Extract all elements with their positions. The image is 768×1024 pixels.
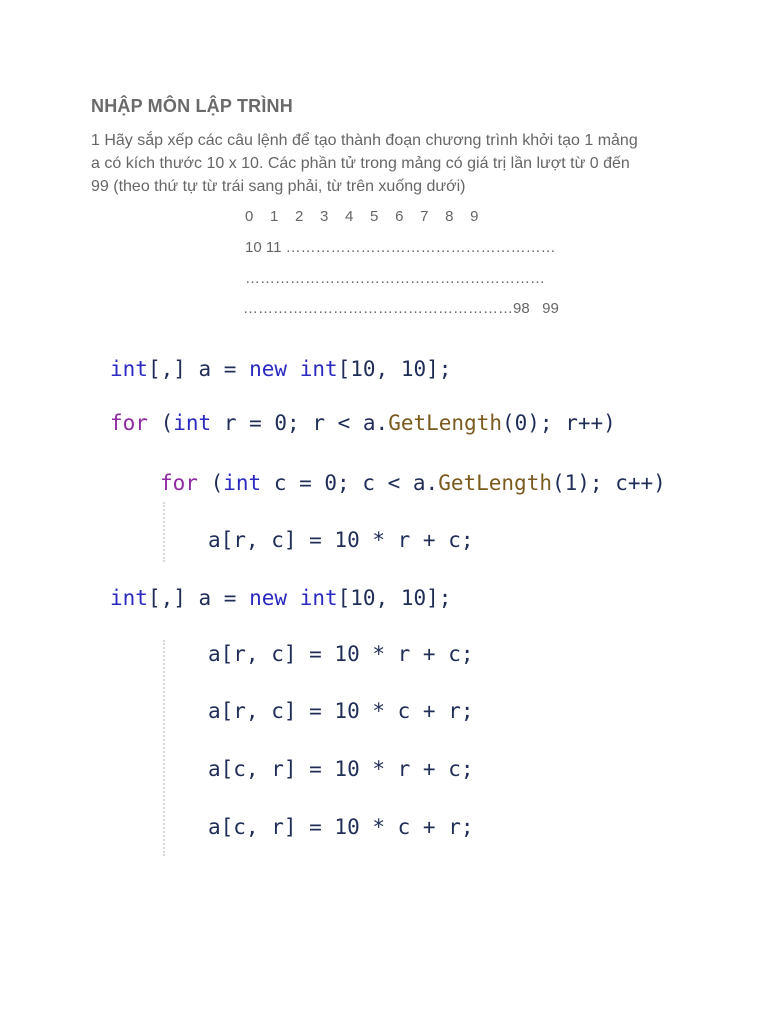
code-line-stmt[interactable]: a[r, c] = 10 * r + c; [208,528,474,552]
code-line-stmt[interactable]: a[r, c] = 10 * r + c; [208,642,474,666]
code-line-decl[interactable]: int[,] a = new int[10, 10]; [110,586,452,610]
code-line-for[interactable]: for (int r = 0; r < a.GetLength(0); r++) [110,411,616,435]
array-example-row: …………………………………………………… [245,270,545,287]
code-line-stmt[interactable]: a[r, c] = 10 * c + r; [208,699,474,723]
array-example-row: ………………………………………………98 99 [243,300,559,317]
question-line: 1 Hãy sắp xếp các câu lệnh để tạo thành đoạn chương trình khởi tạo 1 mảng [91,132,638,149]
code-line-decl[interactable]: int[,] a = new int[10, 10]; [110,357,452,381]
question-text [91,129,691,198]
array-example-row: 10 11 ……………………………………………… [245,239,556,256]
question-line: 99 (theo thứ tự từ trái sang phải, từ trên xuống dưới) [91,178,466,195]
code-line-stmt[interactable]: a[c, r] = 10 * c + r; [208,815,474,839]
code-line-stmt[interactable]: a[c, r] = 10 * r + c; [208,757,474,781]
indent-guide [163,502,165,562]
indent-guide [163,640,165,856]
question-line: a có kích thước 10 x 10. Các phần tử trong mảng có giá trị lần lượt từ 0 đến [91,155,630,172]
code-line-for[interactable]: for (int c = 0; c < a.GetLength(1); c++) [160,471,666,495]
page-title: NHẬP MÔN LẬP TRÌNH [91,96,293,116]
array-example-row: 0 1 2 3 4 5 6 7 8 9 [245,208,479,225]
